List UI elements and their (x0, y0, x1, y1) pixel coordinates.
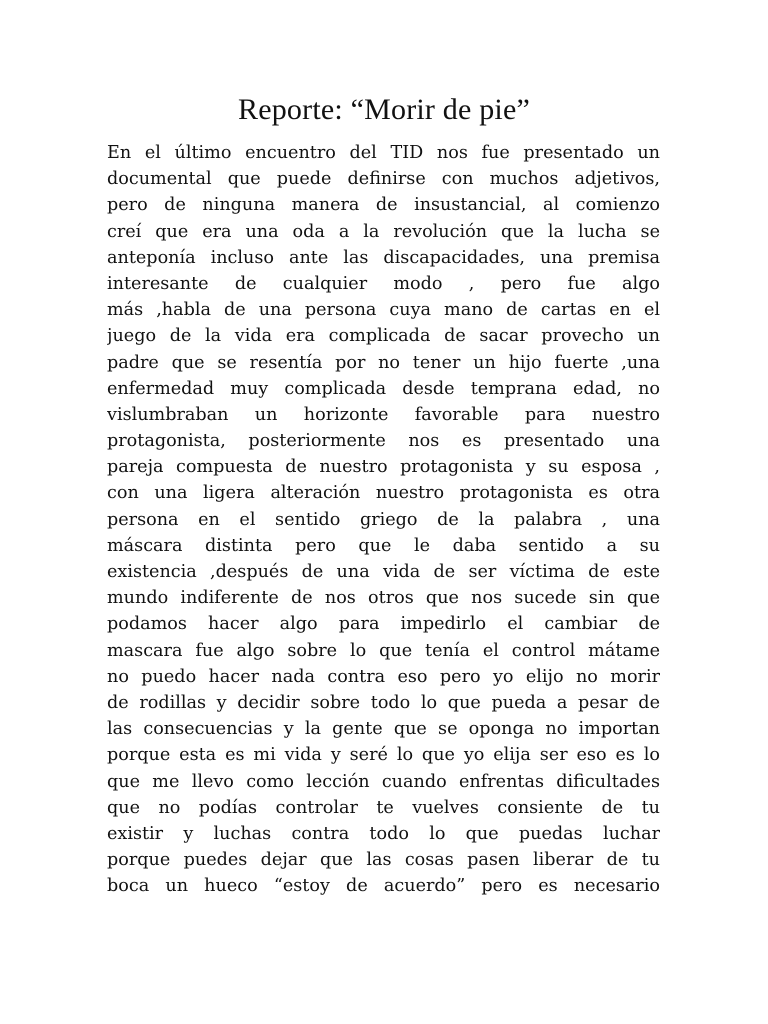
body-line: boca un hueco “estoy de acuerdo” pero es necesario (107, 876, 660, 897)
body-line: porque puedes dejar que las cosas pasen liberar de tu (107, 850, 660, 871)
body-line: padre que se resentía por no tener un hijo fuerte ,una (107, 352, 660, 373)
body-line: de rodillas y decidir sobre todo lo que pueda a pesar de (107, 692, 660, 713)
body-line: interesante de cualquier modo , pero fue algo (107, 273, 660, 294)
document-body (107, 140, 660, 899)
body-line: protagonista, posteriormente nos es presentado una (107, 431, 660, 452)
body-line: enfermedad muy complicada desde temprana edad, no (107, 378, 660, 399)
body-line: creí que era una oda a la revolución que la lucha se (107, 221, 660, 242)
body-line: vislumbraban un horizonte favorable para nuestro (107, 404, 660, 425)
body-line: anteponía incluso ante las discapacidades, una premisa (107, 247, 660, 268)
body-line: pareja compuesta de nuestro protagonista y su esposa , (107, 457, 660, 478)
body-line: no puedo hacer nada contra eso pero yo elijo no morir (107, 666, 660, 687)
body-line: máscara distinta pero que le daba sentido a su (107, 535, 660, 556)
body-line: existir y luchas contra todo lo que puedas luchar (107, 823, 660, 844)
body-line: con una ligera alteración nuestro protagonista es otra (107, 483, 660, 504)
body-line: persona en el sentido griego de la palabra , una (107, 509, 660, 530)
body-line: que no podías controlar te vuelves consiente de tu (107, 797, 660, 818)
body-line: pero de ninguna manera de insustancial, al comienzo (107, 195, 660, 216)
body-line: juego de la vida era complicada de sacar provecho un (107, 326, 660, 347)
body-line: porque esta es mi vida y seré lo que yo elija ser eso es lo (107, 745, 660, 766)
body-line: documental que puede definirse con muchos adjetivos, (107, 169, 660, 190)
document-title: Reporte: “Morir de pie” (238, 93, 530, 126)
body-line: mascara fue algo sobre lo que tenía el control mátame (107, 640, 660, 661)
body-line: mundo indiferente de nos otros que nos sucede sin que (107, 588, 660, 609)
body-line: que me llevo como lección cuando enfrentas dificultades (107, 771, 660, 792)
body-line: En el último encuentro del TID nos fue presentado un (107, 143, 660, 163)
body-line: existencia ,después de una vida de ser víctima de este (107, 562, 660, 582)
body-line: más ,habla de una persona cuya mano de cartas en el (107, 300, 660, 321)
body-line: las consecuencias y la gente que se oponga no importan (107, 719, 660, 740)
body-line: podamos hacer algo para impedirlo el cambiar de (107, 614, 660, 635)
